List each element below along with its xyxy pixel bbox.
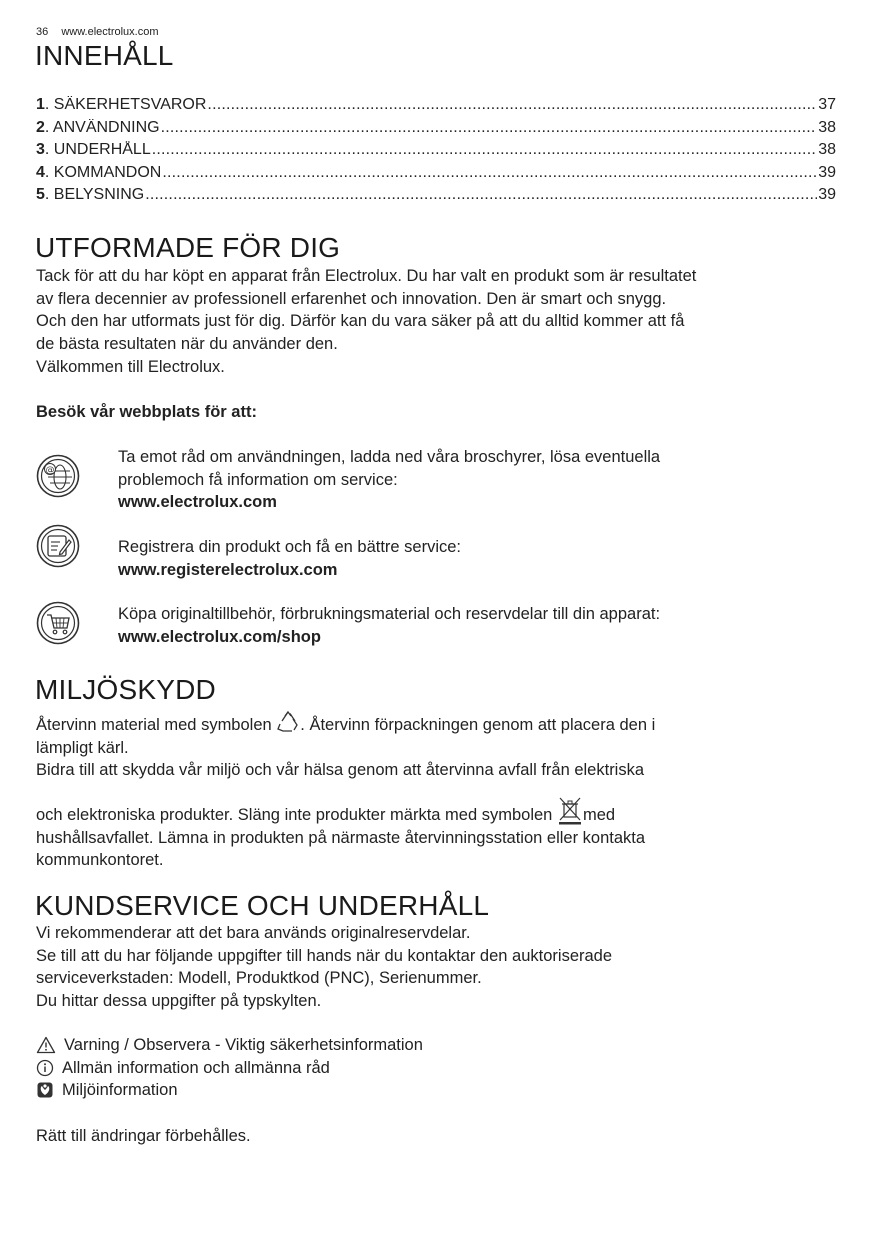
symbol-legend xyxy=(36,1034,423,1102)
visit-link-electrolux[interactable]: www.electrolux.com xyxy=(118,493,277,511)
intro-line: av flera decennier av professionell erfarenhet och innovation. Den är smart och snygg. xyxy=(36,289,667,308)
globe-at-icon xyxy=(36,454,80,498)
toc-item-page: 38 xyxy=(818,118,836,136)
visit-link-shop[interactable]: www.electrolux.com/shop xyxy=(118,627,321,646)
toc-item-number: 2 xyxy=(36,118,45,136)
toc-leader xyxy=(152,141,817,159)
toc-item-page: 38 xyxy=(818,141,836,158)
intro-line: de bästa resultaten när du använder den. xyxy=(36,335,338,354)
intro-line: Och den har utformats just för dig. Därför kan du vara säker på att du alltid kommer att få xyxy=(36,312,685,331)
toc-item-number: 5 xyxy=(36,186,45,203)
intro-line: Tack för att du har köpt en apparat från Electrolux. Du har valt en produkt som är resultatet xyxy=(36,267,697,285)
env-text: Återvinn material med symbolen xyxy=(36,716,272,734)
service-line: Se till att du har följande uppgifter till hands när du kontaktar den auktoriserade xyxy=(36,946,613,965)
page-number: 36 xyxy=(36,26,49,38)
visit-item-text: Köpa originaltillbehör, förbrukningsmaterial och reservdelar till din apparat: xyxy=(118,605,661,623)
toc-item-number: 4 xyxy=(36,163,45,181)
toc-item[interactable] xyxy=(36,119,836,142)
env-line: lämpligt kärl. xyxy=(36,738,129,757)
toc-item-page: 37 xyxy=(818,96,836,113)
env-text: och elektroniska produkter. Släng inte produkter märkta med symbolen xyxy=(36,806,553,824)
toc-item-page: 39 xyxy=(818,163,836,181)
toc-item[interactable] xyxy=(36,141,836,164)
toc-leader xyxy=(207,96,817,114)
env-text: med xyxy=(582,806,616,824)
shopping-cart-icon xyxy=(36,601,80,645)
toc-item-label: . KOMMANDON xyxy=(44,163,162,181)
service-line: Du hittar dessa uppgifter på typskylten. xyxy=(36,992,322,1011)
warning-icon xyxy=(36,1036,56,1054)
register-notepad-icon xyxy=(36,524,80,568)
service-text xyxy=(36,922,836,1013)
environment-text-2 xyxy=(36,796,836,872)
toc-leader xyxy=(145,186,817,204)
environment-title: MILJÖSKYDD xyxy=(35,674,216,705)
toc-item-number: 3 xyxy=(36,141,45,158)
visit-heading: Besök vår webbplats för att: xyxy=(36,403,257,421)
env-line: kommunkontoret. xyxy=(36,851,164,870)
legend-text: Varning / Observera - Viktig säkerhetsinformation xyxy=(64,1036,423,1054)
header-website: www.electrolux.com xyxy=(61,26,159,38)
legend-row xyxy=(36,1034,423,1057)
toc-item-label: . BELYSNING xyxy=(44,186,145,203)
designed-title: UTFORMADE FÖR DIG xyxy=(35,232,341,263)
contents-title: INNEHÅLL xyxy=(35,40,174,71)
toc-item[interactable] xyxy=(36,96,836,119)
service-line: Vi rekommenderar att det bara används originalreservdelar. xyxy=(36,924,471,942)
env-text: . Återvinn förpackningen genom att placera den i xyxy=(300,716,656,734)
page-header xyxy=(36,26,169,38)
visit-item-register xyxy=(118,536,461,581)
env-line: Bidra till att skydda vår miljö och vår hälsa genom att återvinna avfall från elektriska xyxy=(36,761,645,780)
toc-leader xyxy=(161,119,818,137)
visit-item-globe xyxy=(118,446,660,514)
env-line xyxy=(36,710,836,737)
service-line: serviceverkstaden: Modell, Produktkod (PNC), Serienummer. xyxy=(36,969,482,988)
svg-text:@: @ xyxy=(45,465,55,476)
visit-item-text: problemoch få information om service: xyxy=(118,470,398,489)
environment-text xyxy=(36,710,836,782)
visit-link-register[interactable]: www.registerelectrolux.com xyxy=(118,560,338,579)
table-of-contents xyxy=(36,96,836,209)
toc-item[interactable] xyxy=(36,164,836,187)
env-line: hushållsavfallet. Lämna in produkten på närmaste återvinningsstation eller kontakta xyxy=(36,828,646,847)
toc-item-label: . ANVÄNDNING xyxy=(44,118,160,136)
visit-item-text: Registrera din produkt och få en bättre service: xyxy=(118,538,462,556)
info-icon xyxy=(36,1059,54,1077)
intro-line: Välkommen till Electrolux. xyxy=(36,357,225,376)
toc-item-number: 1 xyxy=(36,96,45,113)
designed-intro xyxy=(36,265,836,379)
footer-note: Rätt till ändringar förbehålles. xyxy=(36,1127,251,1145)
crossed-bin-icon xyxy=(557,796,583,826)
legend-text: Miljöinformation xyxy=(62,1081,178,1099)
legend-text: Allmän information och allmänna råd xyxy=(62,1058,330,1077)
environment-icon xyxy=(36,1081,54,1099)
visit-item-text: Ta emot råd om användningen, ladda ned våra broschyrer, lösa eventuella xyxy=(118,448,661,466)
toc-item-page: 39 xyxy=(818,186,836,203)
toc-item[interactable] xyxy=(36,186,836,209)
toc-item-label: . UNDERHÅLL xyxy=(44,141,151,158)
toc-leader xyxy=(162,164,817,182)
service-title: KUNDSERVICE OCH UNDERHÅLL xyxy=(35,890,490,921)
toc-item-label: . SÄKERHETSVAROR xyxy=(44,96,207,113)
legend-row xyxy=(36,1057,423,1080)
legend-row xyxy=(36,1079,423,1102)
recycle-icon xyxy=(276,710,300,734)
env-line xyxy=(36,796,836,827)
visit-item-shop xyxy=(118,603,660,648)
